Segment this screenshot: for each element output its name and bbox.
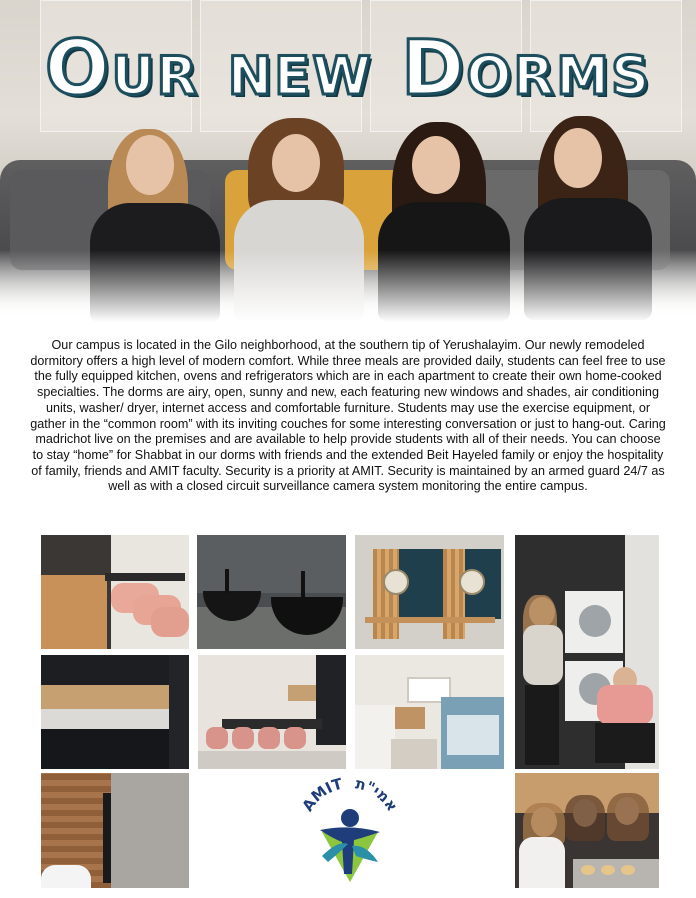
logo-hebrew-text: אמי"ת [353, 774, 402, 815]
dining-table-photo [198, 655, 346, 769]
vanity-mirrors-photo [355, 535, 504, 649]
intro-paragraph: Our campus is located in the Gilo neighborhood, at the southern tip of Yerushalayim. Our newly remodeled dormitory offers a high level of modern comfort. While three meals are provided daily, students can feel free to use the fully equipped kitchen, ovens and refrigerators which are in each apartment to create their own home-cooked specialties. The dorms are airy, open, sunny and new, each featuring new windows and shades, air conditioning units, washer/ dryer, internet access and comfortable furniture. Students may use the exercise equipment, or gather in the “common room” with its inviting couches for some interesting conversation or just to hang-out. Caring madrichot live on the premises and are available to help provide students with all of their needs. You can choose to stay “home” for Shabbat in our dorms with friends and the extended Beit Hayeled family or enjoy the hospitality of family, friends and AMIT faculty. Security is a priority at AMIT. Security is maintained by an armed guard 24/7 as well as with a closed circuit surveillance camera system monitoring the entire campus. [30, 338, 666, 494]
dark-kitchen-photo [41, 655, 189, 769]
bedroom-photo [355, 655, 504, 769]
amit-figure-logo-icon [292, 770, 408, 890]
kitchen-bar-stools-photo [41, 535, 189, 649]
shower-photo [41, 773, 189, 888]
logo-latin-text: AMIT [298, 774, 345, 815]
bathroom-sinks-photo [197, 535, 346, 649]
page-title: Our new Dorms [44, 23, 652, 112]
laundry-students-photo [515, 535, 659, 769]
amit-logo [292, 770, 408, 890]
baking-students-photo [515, 773, 659, 888]
svg-text:AMIT אמי"ת [299, 774, 402, 815]
